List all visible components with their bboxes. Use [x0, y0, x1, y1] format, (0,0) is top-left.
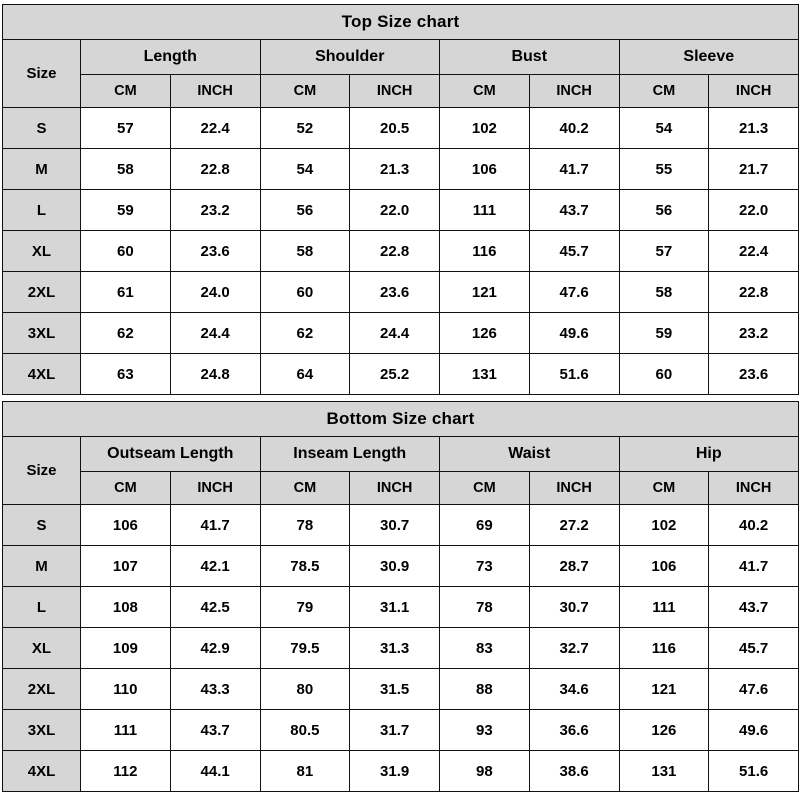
- measurement-cell: 31.3: [350, 628, 440, 669]
- measurement-cell: 40.2: [529, 108, 619, 149]
- measurement-cell: 108: [81, 587, 171, 628]
- measurement-cell: 126: [440, 313, 530, 354]
- unit-header: CM: [619, 472, 709, 505]
- size-label-cell: XL: [3, 231, 81, 272]
- measurement-cell: 22.4: [709, 231, 799, 272]
- unit-header: INCH: [709, 472, 799, 505]
- table-title: Top Size chart: [3, 5, 799, 40]
- measurement-cell: 42.5: [170, 587, 260, 628]
- measurement-cell: 88: [440, 669, 530, 710]
- measurement-cell: 24.0: [170, 272, 260, 313]
- measurement-cell: 28.7: [529, 546, 619, 587]
- measurement-cell: 57: [81, 108, 171, 149]
- measurement-cell: 27.2: [529, 505, 619, 546]
- measurement-cell: 60: [81, 231, 171, 272]
- measurement-cell: 106: [81, 505, 171, 546]
- unit-header-row: [3, 472, 799, 505]
- measurement-group-header: Hip: [619, 437, 799, 472]
- measurement-cell: 47.6: [709, 669, 799, 710]
- measurement-cell: 43.3: [170, 669, 260, 710]
- measurement-cell: 23.6: [350, 272, 440, 313]
- measurement-group-header: Inseam Length: [260, 437, 440, 472]
- measurement-cell: 30.7: [529, 587, 619, 628]
- measurement-cell: 110: [81, 669, 171, 710]
- measurement-cell: 23.2: [709, 313, 799, 354]
- table-row: [3, 628, 799, 669]
- size-label-cell: 2XL: [3, 669, 81, 710]
- table-row: [3, 354, 799, 395]
- unit-header: INCH: [350, 472, 440, 505]
- measurement-cell: 121: [440, 272, 530, 313]
- measurement-cell: 93: [440, 710, 530, 751]
- measurement-cell: 80.5: [260, 710, 350, 751]
- measurement-cell: 58: [619, 272, 709, 313]
- measurement-cell: 49.6: [529, 313, 619, 354]
- unit-header-row: [3, 75, 799, 108]
- measurement-cell: 24.8: [170, 354, 260, 395]
- measurement-cell: 31.1: [350, 587, 440, 628]
- measurement-cell: 131: [619, 751, 709, 792]
- group-header-row: [3, 40, 799, 75]
- measurement-cell: 78: [260, 505, 350, 546]
- table-row: [3, 231, 799, 272]
- measurement-cell: 36.6: [529, 710, 619, 751]
- measurement-cell: 43.7: [529, 190, 619, 231]
- measurement-cell: 59: [81, 190, 171, 231]
- size-label-cell: 4XL: [3, 751, 81, 792]
- unit-header: CM: [440, 75, 530, 108]
- measurement-cell: 126: [619, 710, 709, 751]
- size-label-cell: S: [3, 108, 81, 149]
- measurement-cell: 40.2: [709, 505, 799, 546]
- measurement-group-header: Shoulder: [260, 40, 440, 75]
- table-title: Bottom Size chart: [3, 402, 799, 437]
- measurement-cell: 49.6: [709, 710, 799, 751]
- measurement-cell: 111: [619, 587, 709, 628]
- measurement-cell: 83: [440, 628, 530, 669]
- measurement-cell: 56: [260, 190, 350, 231]
- measurement-cell: 109: [81, 628, 171, 669]
- measurement-cell: 47.6: [529, 272, 619, 313]
- measurement-cell: 116: [440, 231, 530, 272]
- measurement-cell: 43.7: [709, 587, 799, 628]
- measurement-cell: 106: [619, 546, 709, 587]
- size-label-cell: 2XL: [3, 272, 81, 313]
- measurement-cell: 102: [619, 505, 709, 546]
- unit-header: INCH: [709, 75, 799, 108]
- unit-header: CM: [260, 472, 350, 505]
- measurement-cell: 43.7: [170, 710, 260, 751]
- unit-header: INCH: [529, 75, 619, 108]
- size-label-cell: 3XL: [3, 710, 81, 751]
- measurement-cell: 102: [440, 108, 530, 149]
- measurement-cell: 45.7: [529, 231, 619, 272]
- measurement-cell: 42.1: [170, 546, 260, 587]
- measurement-cell: 42.9: [170, 628, 260, 669]
- measurement-cell: 56: [619, 190, 709, 231]
- size-column-header: Size: [3, 437, 81, 505]
- measurement-cell: 111: [440, 190, 530, 231]
- measurement-cell: 21.7: [709, 149, 799, 190]
- measurement-cell: 31.5: [350, 669, 440, 710]
- measurement-cell: 41.7: [709, 546, 799, 587]
- measurement-cell: 112: [81, 751, 171, 792]
- measurement-cell: 22.8: [709, 272, 799, 313]
- unit-header: CM: [619, 75, 709, 108]
- measurement-cell: 20.5: [350, 108, 440, 149]
- measurement-cell: 24.4: [170, 313, 260, 354]
- unit-header: INCH: [170, 75, 260, 108]
- size-chart-tables: [2, 4, 798, 792]
- measurement-cell: 59: [619, 313, 709, 354]
- measurement-cell: 51.6: [529, 354, 619, 395]
- measurement-cell: 21.3: [350, 149, 440, 190]
- measurement-cell: 45.7: [709, 628, 799, 669]
- measurement-cell: 57: [619, 231, 709, 272]
- measurement-group-header: Bust: [440, 40, 620, 75]
- table-title-row: [3, 402, 799, 437]
- measurement-cell: 78: [440, 587, 530, 628]
- measurement-cell: 38.6: [529, 751, 619, 792]
- measurement-cell: 116: [619, 628, 709, 669]
- measurement-cell: 21.3: [709, 108, 799, 149]
- measurement-cell: 34.6: [529, 669, 619, 710]
- table-row: [3, 313, 799, 354]
- measurement-cell: 23.6: [709, 354, 799, 395]
- measurement-cell: 23.2: [170, 190, 260, 231]
- table-row: [3, 190, 799, 231]
- unit-header: INCH: [170, 472, 260, 505]
- measurement-cell: 80: [260, 669, 350, 710]
- size-label-cell: L: [3, 190, 81, 231]
- size-label-cell: XL: [3, 628, 81, 669]
- top-size-chart-table: [2, 4, 799, 395]
- measurement-cell: 64: [260, 354, 350, 395]
- measurement-cell: 79.5: [260, 628, 350, 669]
- measurement-cell: 106: [440, 149, 530, 190]
- measurement-cell: 60: [260, 272, 350, 313]
- bottom-size-chart-table: [2, 401, 799, 792]
- size-label-cell: M: [3, 546, 81, 587]
- measurement-cell: 58: [260, 231, 350, 272]
- measurement-cell: 62: [81, 313, 171, 354]
- measurement-group-header: Outseam Length: [81, 437, 261, 472]
- measurement-cell: 73: [440, 546, 530, 587]
- measurement-cell: 22.0: [709, 190, 799, 231]
- unit-header: CM: [81, 75, 171, 108]
- measurement-cell: 30.9: [350, 546, 440, 587]
- table-row: [3, 108, 799, 149]
- table-row: [3, 272, 799, 313]
- measurement-cell: 107: [81, 546, 171, 587]
- measurement-cell: 22.0: [350, 190, 440, 231]
- measurement-cell: 79: [260, 587, 350, 628]
- measurement-cell: 30.7: [350, 505, 440, 546]
- measurement-cell: 41.7: [529, 149, 619, 190]
- measurement-cell: 81: [260, 751, 350, 792]
- measurement-cell: 24.4: [350, 313, 440, 354]
- table-row: [3, 710, 799, 751]
- measurement-cell: 62: [260, 313, 350, 354]
- measurement-cell: 55: [619, 149, 709, 190]
- measurement-cell: 23.6: [170, 231, 260, 272]
- size-column-header: Size: [3, 40, 81, 108]
- measurement-cell: 22.4: [170, 108, 260, 149]
- measurement-cell: 121: [619, 669, 709, 710]
- size-label-cell: M: [3, 149, 81, 190]
- measurement-cell: 32.7: [529, 628, 619, 669]
- measurement-cell: 25.2: [350, 354, 440, 395]
- measurement-cell: 41.7: [170, 505, 260, 546]
- table-row: [3, 149, 799, 190]
- measurement-group-header: Length: [81, 40, 261, 75]
- unit-header: CM: [260, 75, 350, 108]
- measurement-cell: 61: [81, 272, 171, 313]
- table-row: [3, 587, 799, 628]
- measurement-cell: 31.9: [350, 751, 440, 792]
- measurement-cell: 22.8: [170, 149, 260, 190]
- table-row: [3, 505, 799, 546]
- group-header-row: [3, 437, 799, 472]
- measurement-cell: 78.5: [260, 546, 350, 587]
- unit-header: CM: [440, 472, 530, 505]
- measurement-cell: 69: [440, 505, 530, 546]
- measurement-cell: 60: [619, 354, 709, 395]
- measurement-cell: 22.8: [350, 231, 440, 272]
- measurement-cell: 63: [81, 354, 171, 395]
- measurement-cell: 111: [81, 710, 171, 751]
- table-row: [3, 669, 799, 710]
- measurement-group-header: Sleeve: [619, 40, 799, 75]
- measurement-cell: 51.6: [709, 751, 799, 792]
- size-label-cell: L: [3, 587, 81, 628]
- size-label-cell: 3XL: [3, 313, 81, 354]
- unit-header: INCH: [529, 472, 619, 505]
- measurement-group-header: Waist: [440, 437, 620, 472]
- measurement-cell: 52: [260, 108, 350, 149]
- table-title-row: [3, 5, 799, 40]
- size-label-cell: 4XL: [3, 354, 81, 395]
- measurement-cell: 131: [440, 354, 530, 395]
- unit-header: CM: [81, 472, 171, 505]
- measurement-cell: 98: [440, 751, 530, 792]
- table-row: [3, 546, 799, 587]
- size-label-cell: S: [3, 505, 81, 546]
- table-row: [3, 751, 799, 792]
- measurement-cell: 54: [260, 149, 350, 190]
- unit-header: INCH: [350, 75, 440, 108]
- measurement-cell: 31.7: [350, 710, 440, 751]
- measurement-cell: 58: [81, 149, 171, 190]
- measurement-cell: 44.1: [170, 751, 260, 792]
- measurement-cell: 54: [619, 108, 709, 149]
